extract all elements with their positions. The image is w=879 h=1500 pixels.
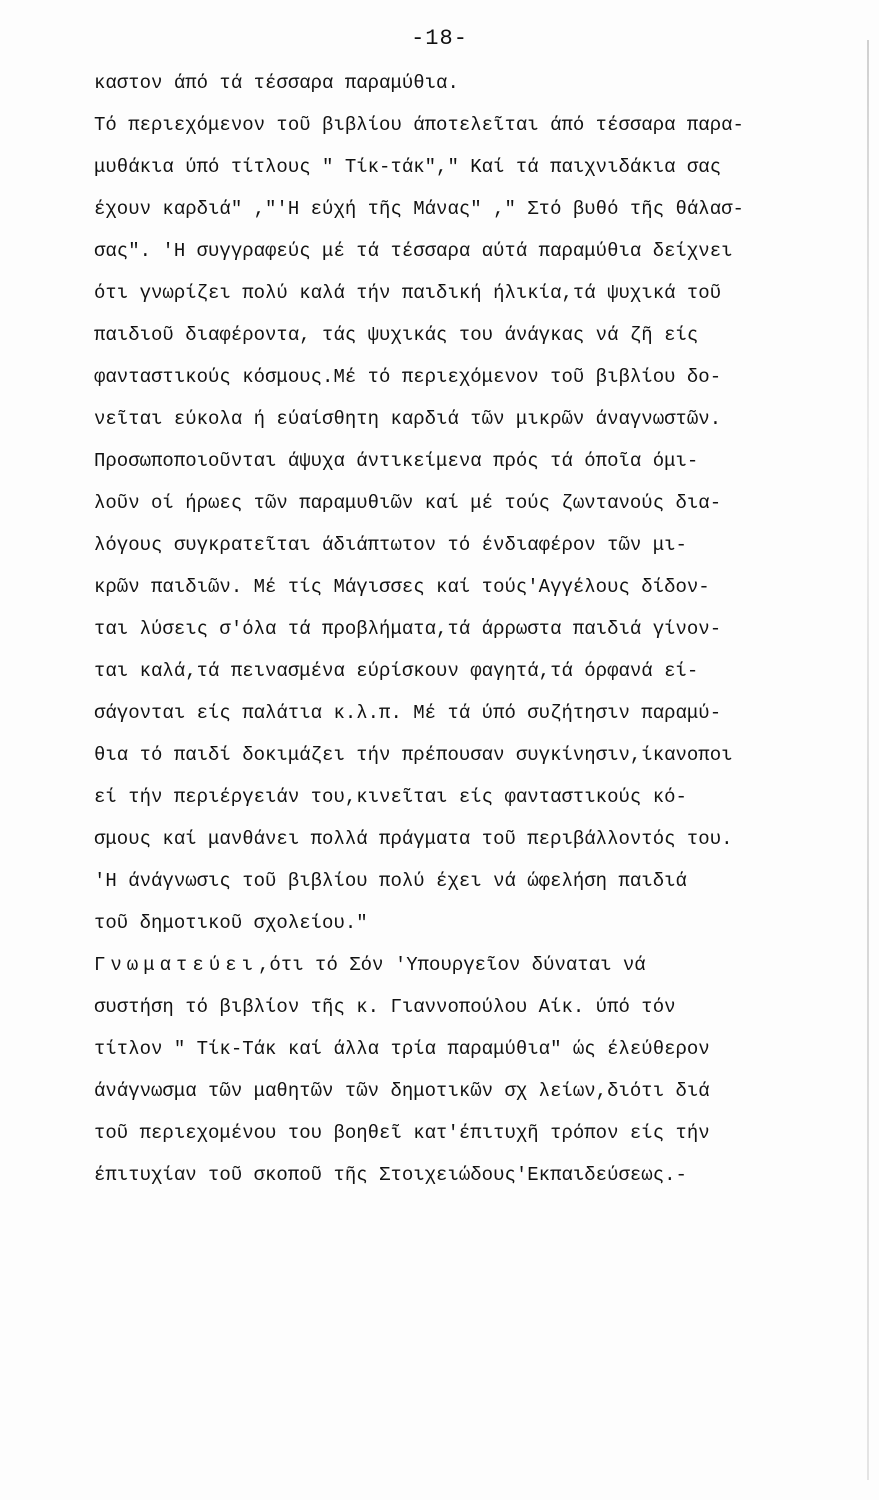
text-line: μυθάκια ύπό τίτλους " Τίκ-τάκ"," Καί τά παιχνιδάκια σας [94, 156, 722, 178]
closing-line: συστήση τό βιβλίον τῆς κ. Γιαννοπούλου Αίκ. ύπό τόν [94, 996, 676, 1018]
text-line: λόγους συγκρατεῖται άδιάπτωτον τό ένδιαφέρον τῶν μι- [94, 534, 687, 556]
text-line: τοῦ δημοτικοῦ σχολείου." [94, 912, 368, 934]
text-line: κρῶν παιδιῶν. Μέ τίς Μάγισσες καί τούς'Αγγέλους δίδον- [94, 576, 710, 598]
text-line: εί τήν περιέργειάν του,κινεῖται είς φανταστικούς κό- [94, 786, 687, 808]
gnomateuei-rest: ,ότι τό Σόν 'Υπουργεῖον δύναται νά [258, 954, 646, 976]
text-line: παιδιοῦ διαφέροντα, τάς ψυχικάς του άνάγκας νά ζῆ είς [94, 324, 699, 346]
text-line: σμους καί μανθάνει πολλά πράγματα τοῦ περιβάλλοντός του. [94, 828, 733, 850]
body-text [94, 62, 854, 1196]
text-line: ότι γνωρίζει πολύ καλά τήν παιδική ήλικία,τά ψυχικά τοῦ [94, 282, 722, 304]
gnomateuei-line [94, 944, 854, 986]
text-line: έχουν καρδιά" ,"'Η εύχή τῆς Μάνας" ," Στό βυθό τῆς θάλασ- [94, 198, 744, 220]
gnomateuei-word: Γνωματεύει [94, 954, 259, 976]
text-line: 'Η άνάγνωσις τοῦ βιβλίου πολύ έχει νά ώφελήση παιδιά [94, 870, 687, 892]
text-line: νεῖται εύκολα ή εύαίσθητη καρδιά τῶν μικρῶν άναγνωστῶν. [94, 408, 722, 430]
closing-line: τοῦ περιεχομένου του βοηθεῖ κατ'έπιτυχῆ τρόπον είς τήν [94, 1122, 710, 1144]
text-line: φανταστικούς κόσμους.Μέ τό περιεχόμενον τοῦ βιβλίου δο- [94, 366, 722, 388]
text-line: λοῦν οί ήρωες τῶν παραμυθιῶν καί μέ τούς ζωντανούς δια- [94, 492, 722, 514]
page-number: -18- [411, 26, 468, 51]
text-line: θια τό παιδί δοκιμάζει τήν πρέπουσαν συγκίνησιν,ίκανοποι [94, 744, 733, 766]
text-line: ται λύσεις σ'όλα τά προβλήματα,τά άρρωστα παιδιά γίνον- [94, 618, 722, 640]
text-line: Προσωποποιοῦνται άψυχα άντικείμενα πρός τά όποῖα όμι- [94, 450, 699, 472]
text-line: καστον άπό τά τέσσαρα παραμύθια. [94, 72, 459, 94]
text-line: ται καλά,τά πεινασμένα εύρίσκουν φαγητά,τά όρφανά εί- [94, 660, 699, 682]
closing-line: άνάγνωσμα τῶν μαθητῶν τῶν δημοτικῶν σχ λείων,διότι διά [94, 1080, 710, 1102]
text-line: Τό περιεχόμενον τοῦ βιβλίου άποτελεῖται άπό τέσσαρα παρα- [94, 114, 744, 136]
text-line: σας". 'Η συγγραφεύς μέ τά τέσσαρα αύτά παραμύθια δείχνει [94, 240, 733, 262]
closing-line: έπιτυχίαν τοῦ σκοποῦ τῆς Στοιχειώδους'Εκπαιδεύσεως.- [94, 1164, 687, 1186]
closing-line: τίτλον " Τίκ-Τάκ καί άλλα τρία παραμύθια" ώς έλεύθερον [94, 1038, 710, 1060]
page-edge-shadow [867, 40, 869, 1480]
text-line: σάγονται είς παλάτια κ.λ.π. Μέ τά ύπό συζήτησιν παραμύ- [94, 702, 722, 724]
